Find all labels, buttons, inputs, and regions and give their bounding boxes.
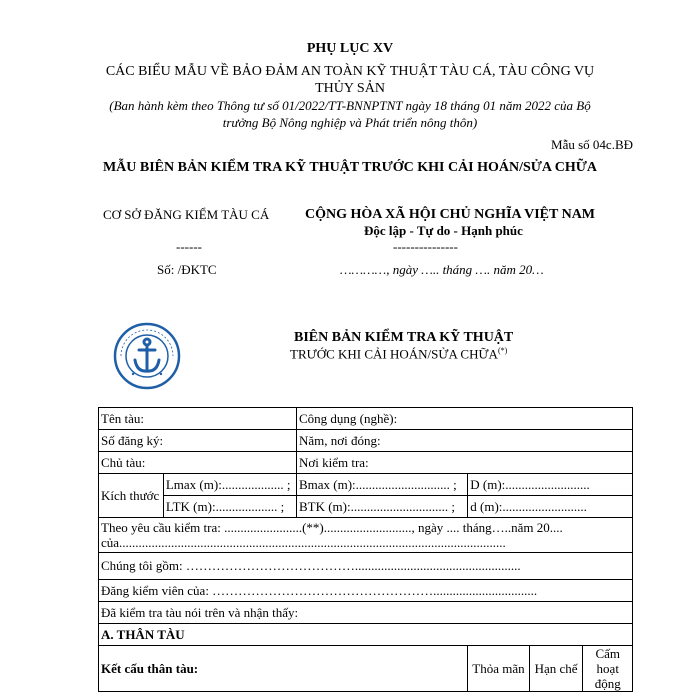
inspection-place-cell[interactable]: Nơi kiểm tra:	[296, 452, 632, 474]
dimensions-label: Kích thước	[99, 474, 164, 518]
appendix-title: PHỤ LỤC XV	[306, 41, 394, 56]
btk-cell[interactable]: BTK (m):.............................. ;	[296, 496, 467, 518]
table-row	[99, 646, 633, 692]
date-line: …………, ngày ….. tháng …. năm 20…	[340, 262, 544, 277]
usage-cell[interactable]: Công dụng (nghề):	[296, 408, 632, 430]
table-row	[99, 518, 633, 553]
satisfactory-header: Thỏa mãn	[468, 646, 529, 692]
table-row	[99, 553, 633, 580]
form-number: Mẫu số 04c.BĐ	[551, 137, 633, 152]
title-line-2: THỦY SẢN	[315, 81, 385, 96]
build-year-place-cell[interactable]: Năm, nơi đóng:	[296, 430, 632, 452]
prohibited-header: Cấm hoạt động	[583, 646, 633, 692]
doc-number: Số: /ĐKTC	[157, 262, 217, 277]
draft-d-cell[interactable]: d (m):..........................	[468, 496, 633, 518]
bmax-cell[interactable]: Bmax (m):............................. ;	[296, 474, 467, 496]
table-row	[99, 602, 633, 624]
registration-number-cell[interactable]: Số đăng ký:	[99, 430, 297, 452]
table-row	[99, 580, 633, 602]
motto: Độc lập - Tự do - Hạnh phúc	[364, 223, 523, 238]
org-divider: ------	[176, 239, 202, 254]
ltk-cell[interactable]: LTK (m):................... ;	[163, 496, 296, 518]
nation-name: CỘNG HÒA XÃ HỘI CHỦ NGHĨA VIỆT NAM	[305, 207, 596, 222]
table-row	[99, 408, 633, 430]
issued-line-2: trưởng Bộ Nông nghiệp và Phát triển nông thôn)	[222, 115, 478, 130]
request-cell[interactable]	[99, 518, 633, 553]
table-row	[99, 496, 633, 518]
org-name: CƠ SỞ ĐĂNG KIỂM TÀU CÁ	[103, 207, 270, 222]
request-line-1: Theo yêu cầu kiểm tra: ........................(**)..........................., ngày .... tháng…..năm 20....	[101, 520, 563, 535]
table-row	[99, 452, 633, 474]
issued-line-1: (Ban hành kèm theo Thông tư số 01/2022/TT-BNNPTNT ngày 18 tháng 01 năm 2022 của Bộ	[109, 98, 591, 113]
doc-title: BIÊN BẢN KIỂM TRA KỸ THUẬT	[294, 330, 514, 345]
title-line-1: CÁC BIỂU MẪU VỀ BẢO ĐẢM AN TOÀN KỸ THUẬT TÀU CÁ, TÀU CÔNG VỤ	[105, 64, 595, 79]
restricted-header: Hạn chế	[534, 660, 578, 676]
inspection-form-table	[98, 407, 633, 692]
motto-divider: ---------------	[393, 239, 458, 254]
registry-seal-logo	[113, 322, 181, 390]
section-a-heading: A. THÂN TÀU	[99, 624, 633, 646]
doc-subtitle: TRƯỚC KHI CẢI HOÁN/SỬA CHỮA(*)	[290, 346, 508, 362]
observation-cell: Đã kiểm tra tàu nói trên và nhận thấy:	[99, 602, 633, 624]
subtitle-footnote-mark: (*)	[497, 346, 508, 355]
restricted-header-cell	[529, 646, 583, 692]
ship-name-cell[interactable]: Tên tàu:	[99, 408, 297, 430]
request-line-2: của.......................................................................................................................	[101, 535, 506, 550]
table-row	[99, 624, 633, 646]
lmax-cell[interactable]: Lmax (m):................... ;	[163, 474, 296, 496]
form-title: MẪU BIÊN BẢN KIỂM TRA KỸ THUẬT TRƯỚC KHI CẢI HOÁN/SỬA CHỮA	[102, 160, 598, 175]
hull-structure-label: Kết cấu thân tàu:	[99, 646, 468, 692]
table-row	[99, 430, 633, 452]
owner-cell[interactable]: Chủ tàu:	[99, 452, 297, 474]
table-row	[99, 474, 633, 496]
depth-D-cell[interactable]: D (m):..........................	[468, 474, 633, 496]
members-cell[interactable]: Chúng tôi gồm: …………………………………...................................................	[99, 553, 633, 580]
inspector-cell[interactable]: Đăng kiểm viên của: ……………………………………………................................	[99, 580, 633, 602]
